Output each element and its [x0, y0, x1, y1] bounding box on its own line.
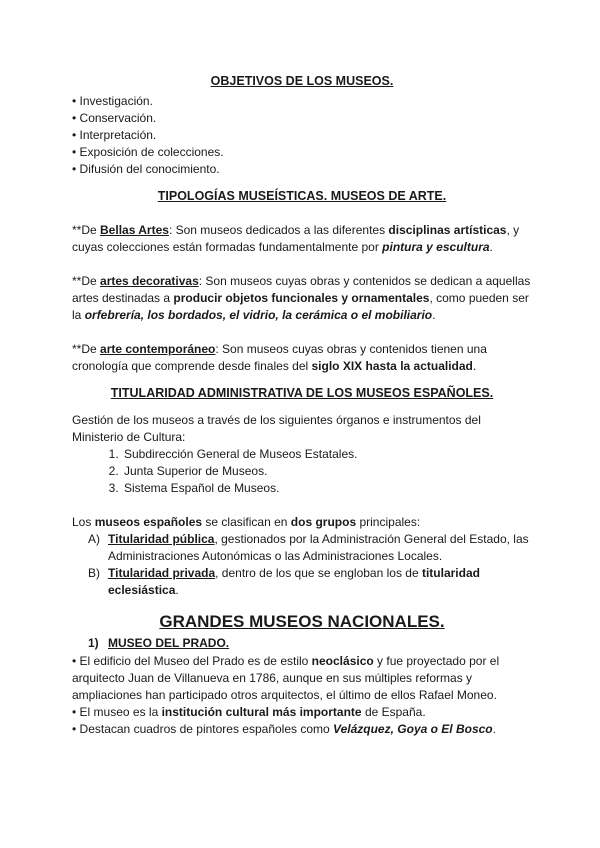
list-item: B) Titularidad privada, dentro de los que se engloban los de titularidad eclesiástica. — [88, 566, 480, 597]
objectives-heading: OBJETIVOS DE LOS MUSEOS. — [210, 74, 394, 88]
paragraph-arte-contemporaneo: **De arte contemporáneo: Son museos cuyas obras y contenidos tienen una cronología que comprende desde finales del siglo XIX hasta la actualidad. — [72, 342, 487, 373]
prado-paragraph-3: • Destacan cuadros de pintores españoles como Velázquez, Goya o El Bosco. — [72, 722, 496, 736]
list-item: • Conservación. — [72, 111, 157, 125]
typologies-heading: TIPOLOGÍAS MUSEÍSTICAS. MUSEOS DE ARTE. — [157, 189, 447, 203]
list-item: • Exposición de colecciones. — [72, 145, 224, 159]
term: Bellas Artes — [100, 223, 169, 237]
term: artes decorativas — [100, 274, 199, 288]
prado-paragraph-2: • El museo es la institución cultural más importante de España. — [72, 705, 426, 719]
list-item: A) Titularidad pública, gestionados por la Administración General del Estado, las Administraciones Autonómicas o las Administraciones Locales. — [88, 532, 529, 563]
list-item: 1. Subdirección General de Museos Estatales. — [122, 446, 532, 463]
titularidad-intro: Gestión de los museos a través de los siguientes órganos e instrumentos del Ministerio de Cultura: — [72, 413, 481, 444]
grandes-heading: GRANDES MUSEOS NACIONALES. — [159, 612, 445, 631]
prado-paragraph-1: • El edificio del Museo del Prado es de estilo neoclásico y fue proyectado por el arquitecto Juan de Villanueva en 1786, aunque en sus múltiples reformas y ampliaciones han participado otros arquitectos, el último de ellos Rafael Moneo. — [72, 654, 500, 702]
list-item: • Interpretación. — [72, 128, 157, 142]
term: arte contemporáneo — [100, 342, 216, 356]
list-item: 2. Junta Superior de Museos. — [122, 463, 532, 480]
list-item: • Difusión del conocimiento. — [72, 162, 220, 176]
paragraph-bellas-artes: **De Bellas Artes: Son museos dedicados a las diferentes disciplinas artísticas, y cuyas colecciones están formadas fundamentalmente por pintura y escultura. — [72, 223, 520, 254]
titularidad-heading: TITULARIDAD ADMINISTRATIVA DE LOS MUSEOS ESPAÑOLES. — [110, 386, 494, 400]
list-item: • Investigación. — [72, 94, 153, 108]
list-item: 3. Sistema Español de Museos. — [122, 480, 532, 497]
groups-intro: Los museos españoles se clasifican en dos grupos principales: — [72, 515, 421, 529]
organs-list — [72, 446, 532, 497]
objectives-list — [72, 93, 532, 178]
paragraph-artes-decorativas: **De artes decorativas: Son museos cuyas obras y contenidos se dedican a aquellas artes destinadas a producir objetos funcionales y ornamentales, como pueden ser la orfebrería, los bordados, el vidrio, la cerámica o el mobiliario. — [72, 274, 531, 322]
museo-prado-subheading: 1) MUSEO DEL PRADO. — [88, 636, 230, 650]
groups-list — [72, 531, 532, 599]
